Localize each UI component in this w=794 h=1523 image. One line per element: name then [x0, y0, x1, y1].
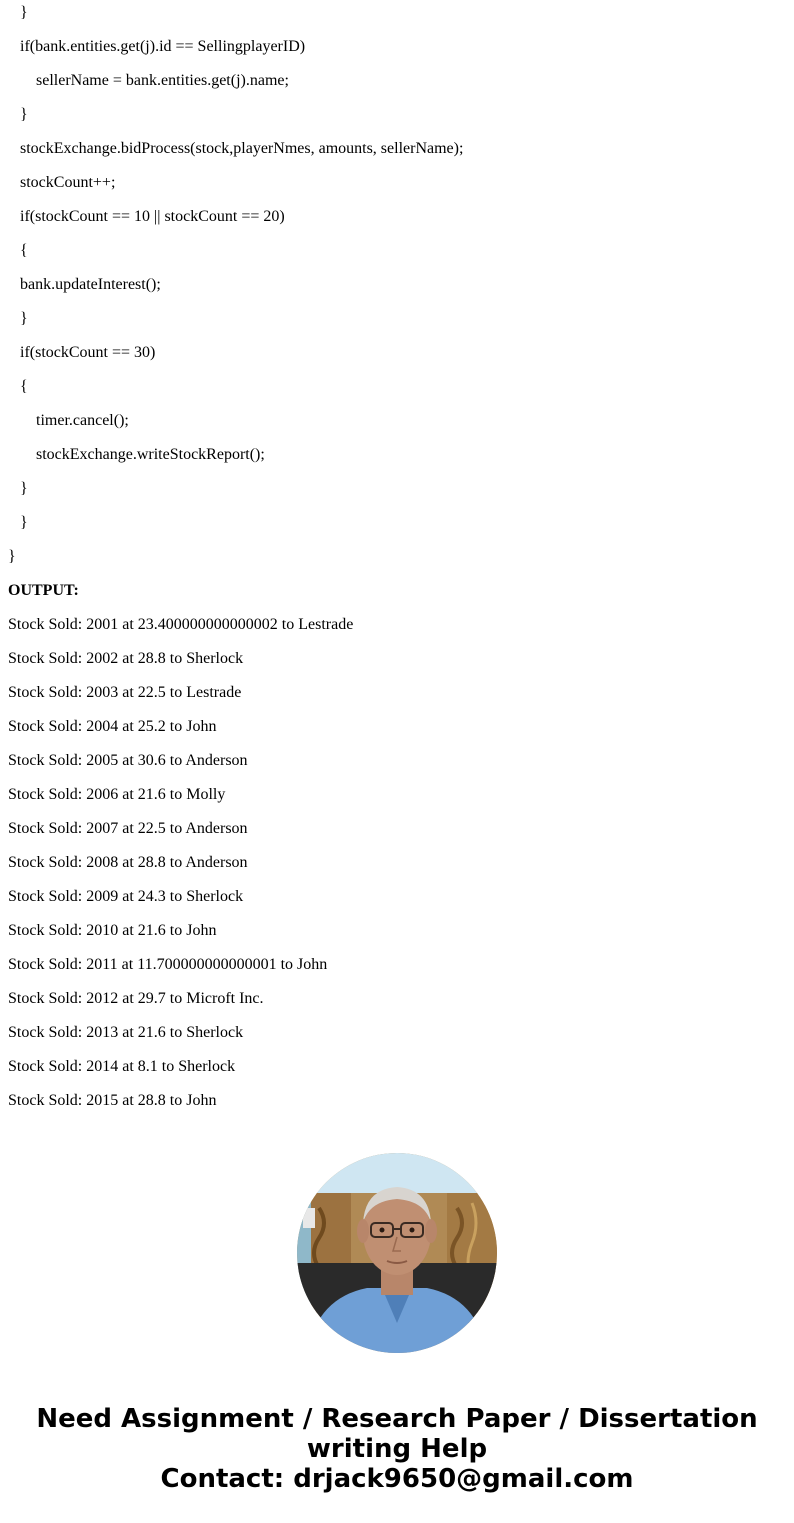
code-line: if(bank.entities.get(j).id == SellingplayerID) — [20, 38, 306, 55]
code-line: } — [20, 310, 28, 327]
code-line: if(stockCount == 30) — [20, 344, 156, 361]
code-line: } — [8, 548, 16, 565]
footer-line-2: writing Help — [306, 1434, 488, 1464]
footer-line-1: Need Assignment / Research Paper / Dissertation — [36, 1404, 758, 1434]
output-line: Stock Sold: 2013 at 21.6 to Sherlock — [8, 1024, 244, 1041]
code-line: stockCount++; — [20, 174, 116, 191]
code-line: { — [20, 242, 28, 259]
output-line: Stock Sold: 2004 at 25.2 to John — [8, 718, 217, 735]
code-line: } — [20, 514, 28, 531]
code-line: sellerName = bank.entities.get(j).name; — [36, 72, 289, 89]
output-line: Stock Sold: 2010 at 21.6 to John — [8, 922, 217, 939]
code-line: stockExchange.writeStockReport(); — [36, 446, 265, 463]
code-line: timer.cancel(); — [36, 412, 129, 429]
output-line: Stock Sold: 2011 at 11.700000000000001 to John — [8, 956, 328, 973]
code-line: if(stockCount == 10 || stockCount == 20) — [20, 208, 285, 225]
output-line: Stock Sold: 2006 at 21.6 to Molly — [8, 786, 226, 803]
output-line: Stock Sold: 2009 at 24.3 to Sherlock — [8, 888, 244, 905]
code-line: } — [20, 480, 28, 497]
output-line: Stock Sold: 2012 at 29.7 to Microft Inc. — [8, 990, 264, 1007]
output-line: Stock Sold: 2003 at 22.5 to Lestrade — [8, 684, 242, 701]
portrait-image — [297, 1153, 497, 1353]
output-heading: OUTPUT: — [8, 582, 79, 599]
code-line: bank.updateInterest(); — [20, 276, 161, 293]
author-photo — [297, 1153, 497, 1353]
contact-email: Contact: drjack9650@gmail.com — [160, 1464, 634, 1494]
code-line: stockExchange.bidProcess(stock,playerNmes, amounts, sellerName); — [20, 140, 464, 157]
output-line: Stock Sold: 2008 at 28.8 to Anderson — [8, 854, 248, 871]
output-line: Stock Sold: 2007 at 22.5 to Anderson — [8, 820, 248, 837]
code-line: { — [20, 378, 28, 395]
code-line: } — [20, 106, 28, 123]
output-line: Stock Sold: 2001 at 23.400000000000002 to Lestrade — [8, 616, 354, 633]
output-line: Stock Sold: 2002 at 28.8 to Sherlock — [8, 650, 244, 667]
output-line: Stock Sold: 2014 at 8.1 to Sherlock — [8, 1058, 236, 1075]
output-line: Stock Sold: 2005 at 30.6 to Anderson — [8, 752, 248, 769]
code-line: } — [20, 4, 28, 21]
output-line: Stock Sold: 2015 at 28.8 to John — [8, 1092, 217, 1109]
